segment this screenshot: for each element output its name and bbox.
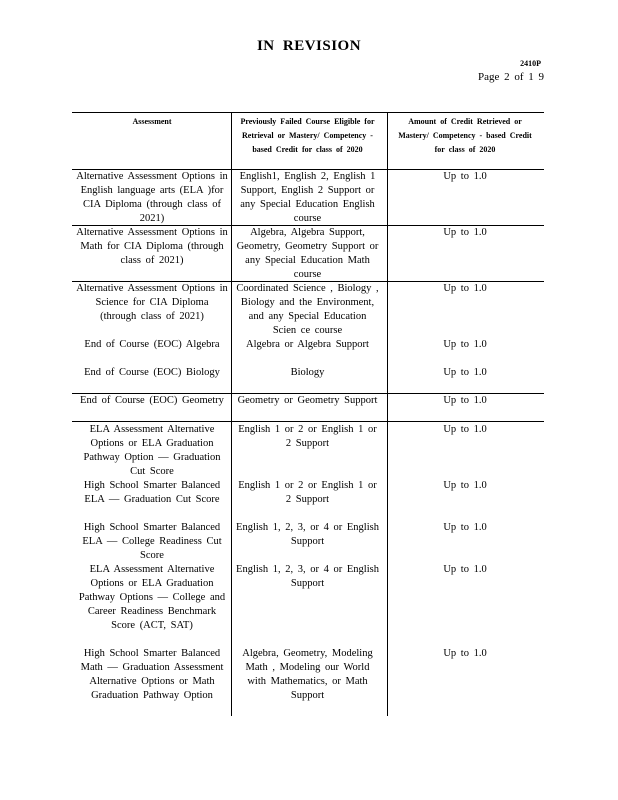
course-cell: English1, English 2, English 1 Support, English 2 Support or any Special Education English course (239, 171, 376, 224)
assessment-cell: ELA Assessment Alternative Options or ELA Graduation Pathway Option — Graduation Cut Score (83, 424, 221, 477)
document-number: 2410P (520, 59, 541, 68)
amount-cell: Up to 1.0 (443, 564, 487, 575)
amount-cell: Up to 1.0 (443, 480, 487, 491)
table-top-rule (72, 112, 544, 113)
course-cell: Algebra, Geometry, Modeling Math , Modeling our World with Mathematics, or Math Support (242, 648, 373, 701)
assessment-cell: End of Course (EOC) Biology (84, 367, 220, 378)
course-cell: Algebra or Algebra Support (246, 339, 369, 350)
assessment-cell: End of Course (EOC) Geometry (80, 395, 224, 406)
amount-cell: Up to 1.0 (443, 227, 487, 238)
course-cell: English 1, 2, 3, or 4 or English Support (236, 522, 379, 547)
assessment-cell: ELA Assessment Alternative Options or ELA Graduation Pathway Options — College and Career Readiness Benchmark Score (ACT, SAT) (78, 564, 226, 631)
course-cell: Algebra, Algebra Support, Geometry, Geometry Support or any Special Education Math course (236, 227, 379, 280)
amount-cell: Up to 1.0 (443, 522, 487, 533)
column-divider (387, 112, 388, 716)
column-divider (231, 112, 232, 716)
course-cell: English 1 or 2 or English 1 or 2 Support (238, 424, 377, 449)
assessment-cell: End of Course (EOC) Algebra (84, 339, 220, 350)
amount-cell: Up to 1.0 (443, 395, 487, 406)
column-header-course: Previously Failed Course Eligible for Retrieval or Mastery/ Competency -based Credit for class of 2020 (240, 117, 375, 154)
amount-cell: Up to 1.0 (443, 648, 487, 659)
amount-cell: Up to 1.0 (443, 171, 487, 182)
course-cell: Biology (290, 367, 325, 378)
document-title: IN REVISION (256, 38, 362, 54)
assessment-cell: High School Smarter Balanced ELA — College Readiness Cut Score (82, 522, 222, 561)
table-row-rule (72, 421, 544, 422)
page-number: Page 2 of 1 9 (477, 71, 544, 83)
course-cell: English 1, 2, 3, or 4 or English Support (236, 564, 379, 589)
course-cell: Geometry or Geometry Support (237, 395, 378, 406)
assessment-cell: Alternative Assessment Options in English language arts (ELA )for CIA Diploma (through class of 2021) (76, 171, 228, 224)
amount-cell: Up to 1.0 (443, 283, 487, 294)
amount-cell: Up to 1.0 (443, 367, 487, 378)
column-header-amount: Amount of Credit Retrieved or Mastery/ Competency - based Credit for class of 2020 (398, 117, 532, 154)
assessment-cell: Alternative Assessment Options in Science for CIA Diploma (through class of 2021) (76, 283, 228, 322)
assessment-cell: Alternative Assessment Options in Math for CIA Diploma (through class of 2021) (76, 227, 228, 266)
column-header-assessment: Assessment (132, 117, 172, 126)
course-cell: Coordinated Science , Biology , Biology and the Environment, and any Special Education Scien ce course (236, 283, 379, 336)
course-cell: English 1 or 2 or English 1 or 2 Support (238, 480, 377, 505)
amount-cell: Up to 1.0 (443, 424, 487, 435)
assessment-cell: High School Smarter Balanced Math — Graduation Assessment Alternative Options or Math Graduation Pathway Option (80, 648, 224, 701)
amount-cell: Up to 1.0 (443, 339, 487, 350)
assessment-cell: High School Smarter Balanced ELA — Graduation Cut Score (83, 480, 221, 505)
